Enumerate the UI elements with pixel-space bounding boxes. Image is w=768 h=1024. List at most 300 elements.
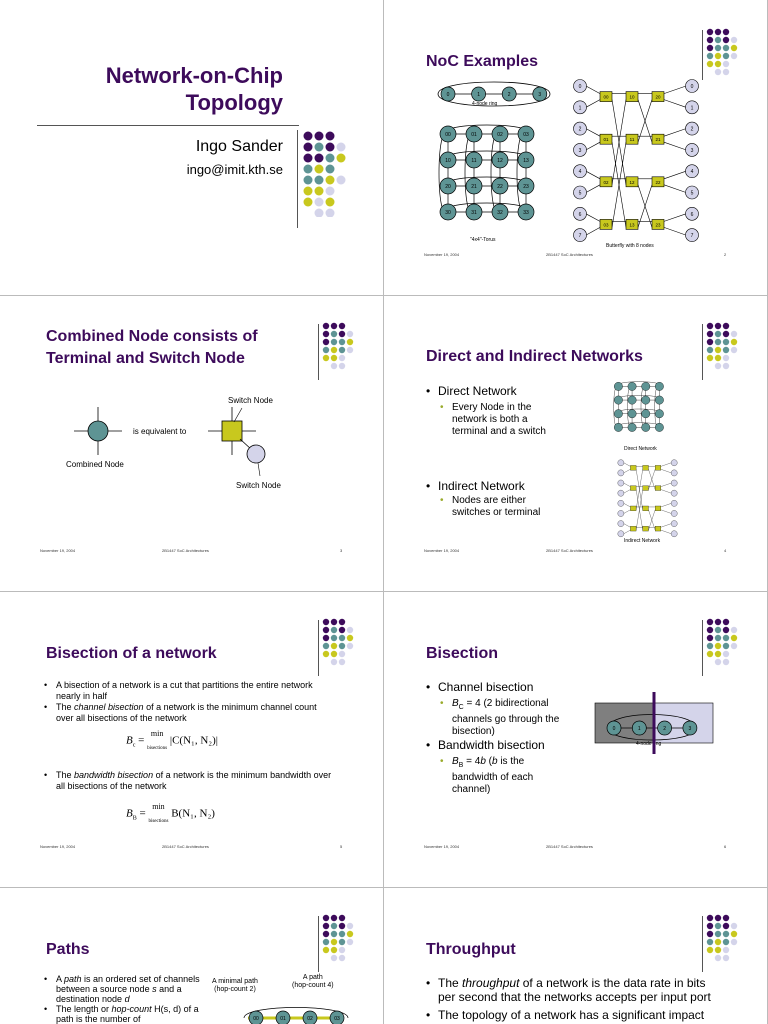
butterfly-switch bbox=[655, 526, 661, 531]
butterfly-switch-label: 01 bbox=[603, 137, 609, 143]
dot bbox=[339, 931, 345, 937]
torus-caption: "4x4"-Torus bbox=[470, 237, 496, 243]
formula-bandwidth-bisection: $B_B$ = min bisections B(N₁, N₂) bbox=[126, 802, 215, 824]
dot bbox=[347, 347, 353, 353]
torus-node-label: 10 bbox=[445, 158, 451, 164]
ring-caption: 4-node ring bbox=[472, 101, 498, 107]
dot bbox=[323, 347, 329, 353]
butterfly-output-node bbox=[671, 490, 677, 496]
torus-wrap bbox=[614, 386, 619, 428]
path-node-label: 03 bbox=[334, 1016, 340, 1022]
bullet-hop-count: • The length or hop-count H(s, d) of a path is the number of bbox=[44, 1004, 204, 1024]
butterfly-switch-label: 22 bbox=[655, 179, 661, 185]
path-node-label: 02 bbox=[307, 1016, 313, 1022]
dot bbox=[707, 947, 713, 953]
butterfly-link bbox=[586, 129, 600, 137]
vertical-divider bbox=[297, 130, 298, 228]
footer-course: 2B1447 SoC Architectures bbox=[546, 548, 593, 553]
slide-title: Direct and Indirect Networks bbox=[426, 348, 643, 365]
path-node-label: 00 bbox=[253, 1016, 259, 1022]
dot bbox=[707, 355, 713, 361]
bullet-list bbox=[426, 738, 596, 752]
node-diagram bbox=[60, 396, 320, 496]
dot bbox=[331, 947, 337, 953]
vertical-divider bbox=[318, 620, 319, 676]
butterfly-input-label: 2 bbox=[578, 126, 582, 133]
slide-number: 3 bbox=[340, 548, 343, 553]
torus-wrap bbox=[618, 395, 660, 400]
torus-wrap bbox=[517, 133, 526, 214]
torus-wrap bbox=[447, 177, 528, 186]
butterfly-output-label: 7 bbox=[690, 233, 694, 240]
dot bbox=[323, 331, 329, 337]
footer-date: November 19, 2004 bbox=[424, 252, 460, 257]
butterfly-link bbox=[624, 530, 631, 534]
dot bbox=[723, 931, 729, 937]
dot bbox=[331, 619, 337, 625]
torus-node-label: 33 bbox=[523, 210, 529, 216]
dot bbox=[715, 659, 721, 665]
decorative-dots bbox=[706, 322, 746, 372]
torus-node bbox=[655, 396, 663, 404]
dot bbox=[331, 939, 337, 945]
author-email: ingo@imit.kth.se bbox=[186, 162, 283, 177]
dot bbox=[339, 635, 345, 641]
bullet-list bbox=[44, 680, 334, 724]
butterfly-input-node bbox=[618, 521, 624, 527]
path-diagram bbox=[236, 1000, 356, 1024]
dot bbox=[723, 355, 729, 361]
butterfly-output-label: 5 bbox=[690, 190, 694, 197]
decorative-dots bbox=[706, 28, 746, 78]
footer-course: 2B1447 SoC Architectures bbox=[546, 252, 593, 257]
butterfly-diagram bbox=[572, 76, 702, 244]
torus-node bbox=[642, 382, 650, 390]
butterfly-input-node bbox=[618, 480, 624, 486]
bullet-path-def: • A path is an ordered set of channels between a source node s and a destination node d bbox=[44, 974, 204, 1004]
bullet-channel-bisection-desc: • $B_C = 4$ (2 bidirectional channels go through the bisection) bbox=[440, 698, 568, 738]
torus-node bbox=[655, 423, 663, 431]
slide-5 bbox=[0, 592, 384, 888]
vertical-divider bbox=[702, 916, 703, 972]
butterfly-switch-label: 02 bbox=[603, 179, 609, 185]
dot bbox=[323, 915, 329, 921]
torus-node bbox=[628, 396, 636, 404]
slide-number: 5 bbox=[340, 844, 343, 849]
torus-node-label: 31 bbox=[471, 210, 477, 216]
dot bbox=[323, 323, 329, 329]
dot bbox=[715, 635, 721, 641]
dot bbox=[723, 331, 729, 337]
combined-node-label: Combined Node bbox=[66, 460, 124, 469]
dot bbox=[331, 651, 337, 657]
dot bbox=[347, 331, 353, 337]
slide-title: Bisection of a network bbox=[46, 645, 217, 662]
butterfly-output-label: 3 bbox=[690, 147, 694, 154]
torus-wrap bbox=[618, 423, 660, 428]
butterfly-switch bbox=[655, 506, 661, 511]
dot bbox=[723, 635, 729, 641]
dot bbox=[323, 923, 329, 929]
dot bbox=[715, 651, 721, 657]
butterfly-switch bbox=[630, 506, 636, 511]
butterfly-link bbox=[661, 490, 671, 494]
dot bbox=[323, 939, 329, 945]
bullet-bisection-def: • A bisection of a network is a cut that partitions the entire network nearly in half bbox=[44, 680, 334, 702]
dot bbox=[347, 339, 353, 345]
vertical-divider bbox=[318, 916, 319, 972]
butterfly-output-label: 1 bbox=[690, 105, 694, 112]
dot bbox=[339, 627, 345, 633]
footer-date: November 19, 2004 bbox=[424, 844, 460, 849]
butterfly-input-node bbox=[618, 531, 624, 537]
butterfly-link bbox=[664, 227, 686, 235]
sub-bullet-list bbox=[440, 756, 550, 796]
dot bbox=[331, 339, 337, 345]
butterfly-switch bbox=[630, 465, 636, 470]
butterfly-link bbox=[664, 100, 686, 108]
footer-date: November 19, 2004 bbox=[40, 548, 76, 553]
torus-wrap bbox=[447, 203, 528, 212]
dot bbox=[323, 635, 329, 641]
minimal-path-label: A minimal path (hop-count 2) bbox=[212, 978, 258, 993]
dot bbox=[707, 323, 713, 329]
butterfly-input-node bbox=[618, 510, 624, 516]
dot bbox=[723, 619, 729, 625]
butterfly-input-label: 4 bbox=[578, 169, 582, 176]
dot bbox=[347, 939, 353, 945]
butterfly-link bbox=[664, 129, 686, 137]
butterfly-link bbox=[624, 469, 631, 473]
butterfly-switch-label: 11 bbox=[629, 137, 635, 143]
slide-title: Paths bbox=[46, 941, 90, 958]
bullet-direct: • Direct Network bbox=[426, 384, 596, 398]
direct-network-diagram bbox=[610, 374, 672, 444]
bullet-indirect: • Indirect Network bbox=[426, 479, 596, 493]
path-node-label: 01 bbox=[280, 1016, 286, 1022]
ring-node-label: 2 bbox=[507, 92, 511, 98]
butterfly-output-label: 0 bbox=[690, 84, 694, 90]
dot bbox=[723, 323, 729, 329]
butterfly-link bbox=[624, 503, 631, 507]
butterfly-switch-label: 20 bbox=[655, 94, 661, 100]
dot bbox=[723, 627, 729, 633]
dot bbox=[715, 923, 721, 929]
bullet-direct-desc: • Every Node in the network is both a terminal and a switch bbox=[440, 402, 560, 438]
dot bbox=[707, 915, 713, 921]
torus-wrap bbox=[655, 386, 660, 428]
dot bbox=[715, 323, 721, 329]
dot bbox=[331, 635, 337, 641]
dot bbox=[707, 635, 713, 641]
butterfly-link bbox=[624, 510, 631, 514]
dot bbox=[323, 651, 329, 657]
dot bbox=[715, 619, 721, 625]
dot bbox=[339, 923, 345, 929]
torus-node-label: 12 bbox=[497, 158, 503, 164]
slide-4 bbox=[384, 296, 768, 592]
dot bbox=[339, 939, 345, 945]
dot bbox=[707, 339, 713, 345]
decorative-dots bbox=[706, 914, 746, 964]
dot bbox=[723, 339, 729, 345]
dot bbox=[715, 355, 721, 361]
dot bbox=[731, 635, 737, 641]
torus-node bbox=[642, 423, 650, 431]
dot bbox=[331, 955, 337, 961]
dot bbox=[323, 643, 329, 649]
switch-node-label-top: Switch Node bbox=[228, 396, 273, 405]
indirect-network-caption: Indirect Network bbox=[624, 538, 661, 544]
dot bbox=[339, 347, 345, 353]
dot bbox=[347, 627, 353, 633]
butterfly-link bbox=[624, 463, 631, 467]
dot bbox=[339, 331, 345, 337]
dot bbox=[331, 659, 337, 665]
butterfly-output-node bbox=[671, 510, 677, 516]
vertical-divider bbox=[702, 30, 703, 80]
torus-node-label: 21 bbox=[471, 184, 477, 190]
slide-number: 6 bbox=[724, 844, 727, 849]
butterfly-input-label: 6 bbox=[578, 211, 582, 218]
torus-node-label: 11 bbox=[471, 158, 477, 164]
dot bbox=[339, 947, 345, 953]
bullet-indirect-desc: • Nodes are either switches or terminal bbox=[440, 495, 560, 519]
dot bbox=[715, 931, 721, 937]
indirect-network-diagram bbox=[616, 458, 680, 538]
butterfly-switch bbox=[630, 526, 636, 531]
footer-date: November 19, 2004 bbox=[40, 844, 76, 849]
dot bbox=[331, 347, 337, 353]
torus-node-label: 23 bbox=[523, 184, 529, 190]
dot bbox=[715, 939, 721, 945]
torus-node bbox=[628, 410, 636, 418]
bullet-topology-impact: • The topology of a network has a significant impact bbox=[426, 1008, 726, 1022]
butterfly-link bbox=[661, 469, 671, 473]
butterfly-link bbox=[586, 100, 600, 108]
dot bbox=[715, 347, 721, 353]
torus-node bbox=[614, 423, 622, 431]
dot bbox=[707, 931, 713, 937]
decorative-dots bbox=[706, 618, 746, 668]
torus-node-label: 22 bbox=[497, 184, 503, 190]
dot bbox=[339, 619, 345, 625]
dot bbox=[331, 331, 337, 337]
torus-node bbox=[614, 382, 622, 390]
butterfly-caption: Butterfly with 8 nodes bbox=[606, 243, 654, 249]
dot bbox=[323, 619, 329, 625]
butterfly-link bbox=[664, 86, 686, 94]
torus-node bbox=[614, 396, 622, 404]
butterfly-link bbox=[661, 530, 671, 534]
torus-node-label: 00 bbox=[445, 132, 451, 138]
bullet-bandwidth-bisection: • Bandwidth bisection bbox=[426, 738, 596, 752]
vertical-divider bbox=[702, 324, 703, 380]
bisection-ring-caption: 4-node ring bbox=[636, 741, 662, 747]
bisection-ring-node-label: 2 bbox=[663, 726, 666, 732]
butterfly-link bbox=[624, 524, 631, 528]
author-name: Ingo Sander bbox=[195, 138, 283, 155]
torus-node-label: 01 bbox=[471, 132, 477, 138]
butterfly-link bbox=[661, 524, 671, 528]
footer-course: 2B1447 SoC Architectures bbox=[162, 844, 209, 849]
bullet-list bbox=[426, 680, 596, 694]
dot bbox=[347, 931, 353, 937]
dot bbox=[707, 619, 713, 625]
slide-8 bbox=[384, 888, 768, 1024]
butterfly-switch-label: 13 bbox=[629, 222, 635, 228]
dot bbox=[731, 339, 737, 345]
butterfly-link bbox=[624, 483, 631, 487]
equiv-label: is equivalent to bbox=[133, 427, 187, 436]
slide-title: NoC Examples bbox=[426, 53, 539, 70]
slide-6 bbox=[384, 592, 768, 888]
butterfly-link bbox=[586, 86, 600, 94]
dot bbox=[723, 659, 729, 665]
butterfly-output-node bbox=[671, 480, 677, 486]
dot bbox=[715, 339, 721, 345]
dot bbox=[323, 355, 329, 361]
slide-7 bbox=[0, 888, 384, 1024]
butterfly-switch bbox=[643, 486, 649, 491]
butterfly-switch bbox=[643, 465, 649, 470]
dot bbox=[723, 947, 729, 953]
torus-node-label: 32 bbox=[497, 210, 503, 216]
butterfly-input-label: 5 bbox=[578, 190, 582, 197]
bullet-bandwidth-bisection-desc: • $B_B = 4b$ (b is the bandwidth of each channel) bbox=[440, 756, 550, 796]
torus-node bbox=[628, 382, 636, 390]
vertical-divider bbox=[318, 324, 319, 380]
torus-node-label: 03 bbox=[523, 132, 529, 138]
butterfly-switch bbox=[655, 486, 661, 491]
torus-wrap bbox=[641, 386, 646, 428]
butterfly-input-node bbox=[618, 470, 624, 476]
torus-node bbox=[614, 410, 622, 418]
direct-network-caption: Direct Network bbox=[624, 446, 657, 452]
dot bbox=[707, 643, 713, 649]
dot bbox=[723, 955, 729, 961]
butterfly-output-label: 6 bbox=[690, 211, 694, 218]
dot bbox=[339, 339, 345, 345]
torus-wrap bbox=[447, 125, 528, 134]
bullet-list bbox=[426, 976, 726, 1022]
decorative-dots bbox=[322, 914, 362, 964]
butterfly-switch bbox=[630, 486, 636, 491]
torus-diagram bbox=[432, 120, 550, 234]
butterfly-switch-label: 21 bbox=[655, 137, 661, 143]
butterfly-link bbox=[586, 214, 600, 222]
torus-wrap bbox=[439, 133, 448, 214]
slide-title: Combined Node consists of Terminal and Switch Node bbox=[46, 328, 258, 367]
dot bbox=[347, 635, 353, 641]
dot bbox=[339, 323, 345, 329]
torus-wrap bbox=[618, 382, 660, 387]
dot bbox=[339, 363, 345, 369]
slide-number: 4 bbox=[724, 548, 727, 553]
slide-title: Throughput bbox=[426, 941, 516, 958]
butterfly-output-node bbox=[671, 521, 677, 527]
dot bbox=[715, 331, 721, 337]
butterfly-switch-label: 23 bbox=[655, 222, 661, 228]
dot bbox=[723, 643, 729, 649]
dot bbox=[723, 915, 729, 921]
dot bbox=[707, 347, 713, 353]
torus-node-label: 30 bbox=[445, 210, 451, 216]
bullet-list bbox=[426, 479, 596, 493]
butterfly-output-node bbox=[671, 470, 677, 476]
butterfly-output-node bbox=[671, 500, 677, 506]
butterfly-link bbox=[661, 510, 671, 514]
butterfly-link bbox=[664, 142, 686, 150]
decorative-dots bbox=[302, 131, 354, 217]
dot bbox=[323, 931, 329, 937]
butterfly-link bbox=[664, 185, 686, 193]
butterfly-switch-label: 03 bbox=[603, 222, 609, 228]
slide-title: Network-on-Chip Topology bbox=[105, 63, 283, 115]
dot bbox=[323, 947, 329, 953]
dot bbox=[731, 939, 737, 945]
dot bbox=[339, 659, 345, 665]
footer-course: 2B1447 SoC Architectures bbox=[546, 844, 593, 849]
butterfly-switch bbox=[655, 465, 661, 470]
torus-node bbox=[642, 396, 650, 404]
butterfly-input-node bbox=[618, 500, 624, 506]
butterfly-switch-label: 10 bbox=[629, 94, 635, 100]
dot bbox=[347, 643, 353, 649]
dot bbox=[731, 923, 737, 929]
dot bbox=[323, 627, 329, 633]
butterfly-link bbox=[664, 214, 686, 222]
dot bbox=[731, 627, 737, 633]
ring-node-label: 1 bbox=[477, 92, 480, 98]
dot bbox=[715, 947, 721, 953]
torus-node bbox=[655, 382, 663, 390]
butterfly-link bbox=[661, 503, 671, 507]
dot bbox=[715, 915, 721, 921]
dot bbox=[723, 347, 729, 353]
dot bbox=[707, 939, 713, 945]
butterfly-input-label: 7 bbox=[578, 233, 582, 240]
torus-wrap bbox=[627, 386, 632, 428]
sub-bullet-list bbox=[440, 402, 560, 438]
formula-channel-bisection: $B_c$ = min bisections |C(N₁, N₂)| bbox=[126, 729, 218, 751]
butterfly-output-node bbox=[671, 531, 677, 537]
slide-3 bbox=[0, 296, 384, 592]
torus-node bbox=[655, 410, 663, 418]
butterfly-input-node bbox=[618, 490, 624, 496]
butterfly-link bbox=[586, 171, 600, 179]
dot bbox=[331, 355, 337, 361]
dot bbox=[707, 331, 713, 337]
vertical-divider bbox=[702, 620, 703, 676]
footer-date: November 19, 2004 bbox=[424, 548, 460, 553]
dot bbox=[723, 923, 729, 929]
dot bbox=[331, 363, 337, 369]
torus-node-label: 20 bbox=[445, 184, 451, 190]
decorative-dots bbox=[322, 322, 362, 372]
torus-wrap bbox=[491, 133, 500, 214]
butterfly-switch-label: 00 bbox=[603, 94, 609, 100]
bullet-throughput-def: • The throughput of a network is the data rate in bits per second that the networks accepts per input port bbox=[426, 976, 726, 1004]
butterfly-link bbox=[586, 142, 600, 150]
bullet-list bbox=[426, 384, 596, 398]
slide-2 bbox=[384, 0, 768, 296]
butterfly-output-node bbox=[671, 460, 677, 466]
dot bbox=[715, 363, 721, 369]
dot bbox=[731, 643, 737, 649]
butterfly-link bbox=[661, 483, 671, 487]
butterfly-output-label: 4 bbox=[690, 169, 694, 176]
